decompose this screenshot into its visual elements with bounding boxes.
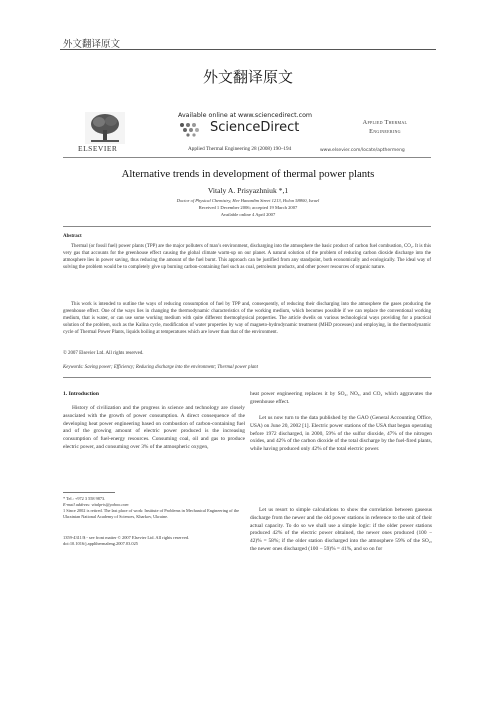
abstract-heading: Abstract	[63, 234, 82, 239]
footnote-email: E-mail address: vitalpris@yahoo.com	[63, 502, 129, 507]
issn-line: 1359-4311/$ - see front matter © 2007 Elsevier Ltd. All rights reserved.	[63, 535, 190, 540]
header-rule	[60, 49, 436, 50]
doi-line: doi:10.1016/j.applthermaleng.2007.03.025	[63, 541, 138, 547]
abstract-top-rule	[63, 226, 431, 227]
issn-doi-block	[63, 535, 263, 547]
abstract-paragraph-1: Thermal (or fossil fuel) power plants (TPP) are the major polluters of man’s environment, discharging into the atmosphere the basic product of carbon fuel combustion, CO₂. It is this very gas that accounts for the greenhouse effect causing the global climate warm-up on our planet. A natural solution of the problem of reducing carbon dioxide discharge into the atmosphere lies in power saving, thus reducing the amount of the fuel burnt. This approach can be justified from any standpoint, both economically and ecologically. The ideal way of solving the problem would be to completely give up burning carbon-containing fuel such as coal, petroleum products, and other power resources of organic nature.	[63, 244, 431, 271]
author-affiliation: Doctor of Physical Chemistry, Hee Hanardim Street 1213, Holon 58800, Israel	[176, 198, 320, 203]
body-paragraph: Let us resort to simple calculations to show the correlation between gaseous discharge from the newer and the old power stations in reference to the unit of their actual capacity. To do so we shall use a simple logic: if the older power stations produced 42% of the electric power obtained, the newer ones produced (100 − 42)% = 58%; if the older station discharged into the atmosphere 59% of the SO₂, the newer ones discharged (100 − 59)% = 41%, and so on for	[250, 507, 432, 552]
available-online-date: Available online 4 April 2007	[220, 212, 276, 217]
body-paragraph: History of civilization and the progress in science and technology are closely associated with the growth of power consumption. A direct consequence of the developing heat power engineering based on combustion of carbon-containing fuel and of the growing amount of electric power produced is the increasing consumption of fuel-energy resources. Consuming coal, oil and gas to produce electric power, and consuming over 3% of the atmospheric oxygen,	[63, 405, 245, 450]
sciencedirect-dots-icon	[178, 121, 210, 137]
elsevier-tree-logo	[85, 112, 125, 144]
abstract-copyright: © 2007 Elsevier Ltd. All rights reserved.	[63, 351, 144, 356]
keywords: Keywords: Saving power; Efficiency; Reducing discharge into the environment; Thermal power plant	[63, 365, 258, 370]
header-label: 外文翻译原文	[63, 39, 121, 50]
publisher-logo-text: ELSEVIER	[78, 144, 118, 153]
available-online-text: Available online at www.sciencedirect.com	[178, 112, 313, 119]
journal-title-line2: Engineering	[369, 128, 401, 135]
received-dates: Received 1 December 2006; accepted 19 March 2007	[198, 205, 298, 210]
journal-title-line1: Applied Thermal	[362, 119, 408, 126]
footnote-rule	[63, 492, 115, 493]
footnote-affiliation: 1 Since 2002 is retired. The last place of work: Institute of Problems in Mechanical Engineering of the Ukrainian National Academy of Sciences, Kharkov, Ukraine.	[63, 508, 240, 519]
journal-reference: Applied Thermal Engineering 28 (2008) 190–194	[188, 146, 292, 152]
article-title: Alternative trends in development of thermal power plants	[121, 168, 375, 180]
page-title: 外文翻译原文	[202, 68, 293, 86]
body-paragraph: Let us now turn to the data published by the GAO (General Accounting Office, USA) on June 20, 2002 [1]. Electric power stations of the USA that began operating before 1972 discharged, in 2000, 59% of the sulfur dioxide, 47% of the nitrogen oxides, and 42% of the carbon dioxide of the total discharge by the fuel-fired plants, while having produced only 42% of the total electric power.	[250, 415, 432, 453]
sciencedirect-wordmark: ScienceDirect	[210, 120, 300, 135]
article-author: Vitaly A. Prisyazhniuk *,1	[207, 186, 289, 195]
banner-rule	[63, 157, 431, 158]
section-heading-introduction: 1. Introduction	[63, 391, 99, 397]
footnote-tel: * Tel.: +972 3 558 9873.	[63, 496, 106, 501]
abstract-bottom-rule	[63, 377, 431, 378]
abstract-paragraph-2: This work is intended to outline the ways of reducing consumption of fuel by TPP and, consequently, of reducing their discharging into the atmosphere the gases producing the greenhouse effect. One of the ways lies in changing the thermodynamic characteristics of the working medium, which becomes possible if we can replace the conventional working medium, that is water, or can use some working medium with quite different thermophysical properties. The article dwells on various technological ways providing for a practical solution of the problem, such as the Kalina cycle, modification of water properties by way of magneto-hydrodynamic treatment (MHD processes) and employing, in the thermodynamic cycle of Thermal Power Plants, liquids boiling at temperatures which are lower than that of the environment.	[63, 302, 431, 336]
body-paragraph: heat power engineering replaces it by SO₂, NOₓ, and CO₂ which aggravates the greenhouse effect.	[250, 391, 432, 405]
journal-title	[346, 118, 424, 136]
journal-url: www.elsevier.com/locate/apthermeng	[320, 148, 405, 153]
